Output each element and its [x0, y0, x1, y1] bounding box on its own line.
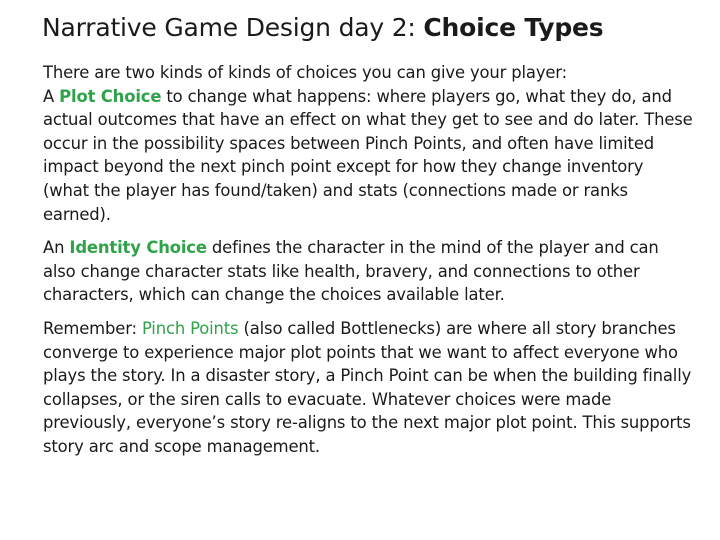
- plot-choice-text: to change what happens: where players go, what they do, and actual outcomes that have an effect on what they get to see and do later. These occur in the possibility spaces between Pinch Points, and often have limited impact beyond the next pinch point except for how they change inventory (what the player has found/taken) and stats (connections made or ranks earned).: [43, 86, 693, 224]
- term-plot-choice: Plot Choice: [59, 86, 162, 106]
- plot-choice-pre: A: [43, 86, 60, 106]
- term-identity-choice: Identity Choice: [69, 238, 207, 258]
- pinch-points-text: (also called Bottlenecks) are where all story branches converge to experience major plot points that we want to affect everyone who plays the story. In a disaster story, a Pinch Point can be when the building finally collapses, or the siren calls to evacuate. Whatever choices were made previously, everyone’s story re-aligns to the next major plot point. This supports story arc and scope management.: [43, 318, 692, 456]
- identity-choice-text: defines the character in the mind of the player and can also change character stats like health, bravery, and connections to other characters, which can change the choices available later.: [43, 238, 659, 305]
- intro-line: There are two kinds of kinds of choices you can give your player:: [43, 63, 567, 82]
- term-pinch-points: Pinch Points: [141, 318, 239, 338]
- paragraph-plot-choice: [43, 61, 693, 226]
- title-emphasis: Choice Types: [423, 13, 604, 42]
- paragraph-identity-choice: [43, 236, 693, 307]
- pinch-points-pre: Remember:: [43, 318, 142, 338]
- title-prefix: Narrative Game Design day 2:: [42, 13, 424, 42]
- identity-choice-pre: An: [43, 238, 70, 258]
- slide-body: [43, 61, 693, 469]
- slide-title: [42, 10, 702, 46]
- paragraph-pinch-points: [43, 317, 693, 459]
